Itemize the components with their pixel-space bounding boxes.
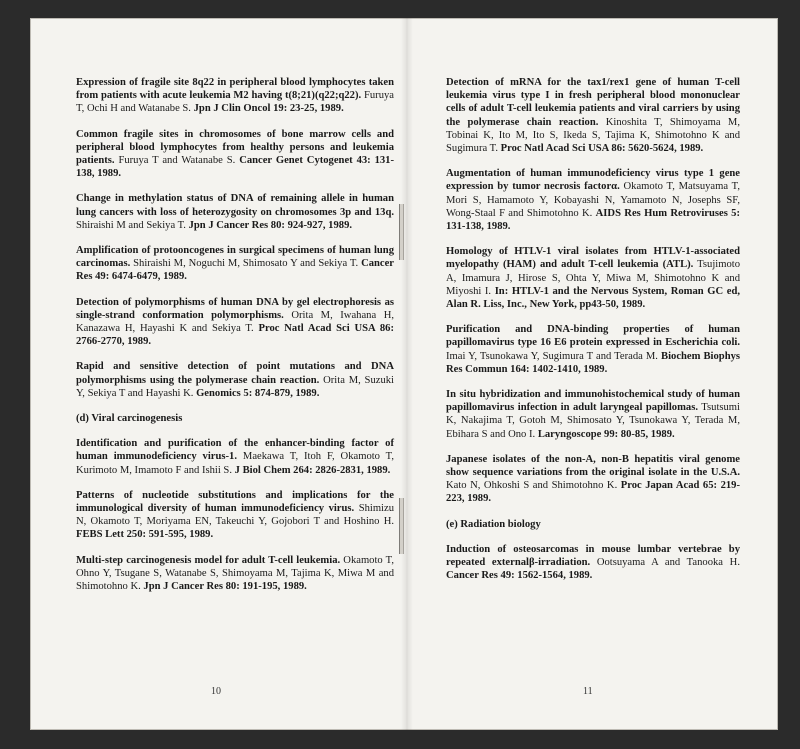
citation-journal: Cancer Genet Cytogenet 43: 131-138, 1989. [76,155,395,180]
citation-title: Multi-step carcinogenesis model for adult T-cell leukemia. [76,554,341,566]
citation-journal: Proc Natl Acad Sci USA 86: 5620-5624, 1989. [500,143,704,155]
left-entries [76,76,394,400]
citation-entry [446,323,740,376]
citation-journal: FEBS Lett 250: 591-595, 1989. [76,529,214,541]
citation-entry [76,554,394,594]
staple-bottom [399,498,404,554]
citation-title: In situ hybridization and immunohistochemical study of human papillomavirus infection in adult laryngeal papillomas. [446,389,740,414]
citation-authors: Kato N, Ohkoshi S and Shimotohno K. [446,480,618,492]
citation-journal: Proc Natl Acad Sci USA 86: 2766-2770, 1989. [76,323,394,348]
citation-authors: Ootsuyama A and Tanooka H. [596,557,740,569]
citation-authors: Shiraishi M and Sekiya T. [76,219,186,231]
citation-title: Rapid and sensitive detection of point mutations and DNA polymorphisms using the polymerase chain reaction. [76,361,394,386]
right-entries-2 [446,543,740,583]
left-page [76,76,394,605]
citation-title: Patterns of nucleotide substitutions and implications for the immunological diversity of human immunodeficiency virus. [76,489,394,515]
page-number-right: 11 [583,686,593,697]
citation-title: Induction of osteosarcomas in mouse lumbar vertebrae by repeated externalβ-irradiation. [446,543,740,569]
citation-journal: Genomics 5: 874-879, 1989. [196,387,320,399]
citation-entry [446,388,740,441]
citation-entry [76,296,394,349]
citation-authors: Shimizu N, Okamoto T, Moriyama EN, Takeuchi Y, Gojobori T and Hoshino H. [76,503,395,528]
section-heading-viral: (d) Viral carcinogenesis [76,413,183,425]
right-entries [446,76,740,506]
citation-entry [76,192,394,232]
section-heading-radiation: (e) Radiation biology [446,518,541,530]
citation-entry [446,76,740,155]
citation-journal: Proc Japan Acad 65: 219-223, 1989. [446,480,740,505]
citation-journal: Jpn J Cancer Res 80: 191-195, 1989. [143,581,307,593]
staple-top [399,204,404,260]
citation-title: Japanese isolates of the non-A, non-B hepatitis viral genome show sequence variations from the original isolate in the U.S.A. [446,453,740,479]
citation-title: Amplification of protooncogenes in surgical specimens of human lung carcinomas. [76,245,394,270]
citation-authors: Orita M, Iwahana H, Kanazawa H, Hayashi K and Sekiya T. [76,309,394,335]
citation-authors: Tsutsumi K, Nakajima T, Gotoh M, Shimosato Y, Tsunokawa Y, Terada M, Ebihara S and Ono I. [446,402,740,440]
spine-fold [401,18,413,730]
citation-entry [76,76,394,116]
citation-journal: Cancer Res 49: 6474-6479, 1989. [76,258,395,283]
citation-authors: Kinoshita T, Shimoyama M, Tobinai K, Ito M, Ito S, Ikeda S, Tajima K, Shimotohno K and Sugimura T. [446,116,740,155]
citation-journal: In: HTLV-1 and the Nervous System, Roman GC ed, Alan R. Liss, Inc., New York, pp43-50, 1989. [446,285,740,311]
citation-journal: AIDS Res Hum Retroviruses 5: 131-138, 1989. [446,207,740,233]
citation-title: Identification and purification of the enhancer-binding factor of human immunodeficiency virus-1. [76,438,394,463]
citation-title: Homology of HTLV-1 viral isolates from HTLV-1-associated myelopathy (HAM) and adult T-cell leukemia (ATL). [446,246,740,271]
citation-title: Common fragile sites in chromosomes of bone marrow cells and peripheral blood lymphocytes from healthy persons and leukemia patients. [76,128,394,167]
right-page [446,76,740,595]
citation-entry [76,437,394,477]
citation-authors: Okamoto T, Matsuyama T, Mori S, Hamamoto Y, Kobayashi N, Yamamoto N, Josephs SF, Wong-Staal F and Shimotohno K. [446,181,740,219]
citation-entry [446,245,740,311]
citation-entry [76,128,394,181]
citation-journal: Biochem Biophys Res Commun 164: 1402-1410, 1989. [446,350,741,375]
booklet-spread [30,18,778,730]
citation-entry [446,453,740,506]
citation-title: Detection of mRNA for the tax1/rex1 gene of human T-cell leukemia virus type I in fresh peripheral blood mononuclear cells of adult T-cell leukemia patients and viral carriers by using the polymerase chain reaction. [446,77,740,128]
citation-authors: Shiraishi M, Noguchi M, Shimosato Y and Sekiya T. [133,258,359,270]
citation-entry [76,244,394,284]
citation-title: Purification and DNA-binding properties of human papillomavirus type 16 E6 protein expressed in Escherichia coli. [446,324,740,349]
citation-entry [446,167,740,233]
citation-journal: Laryngoscope 99: 80-85, 1989. [537,428,675,440]
citation-authors: Furuya T and Watanabe S. [118,155,236,167]
citation-journal: Jpn J Cancer Res 80: 924-927, 1989. [188,219,353,231]
citation-journal: Cancer Res 49: 1562-1564, 1989. [446,570,593,582]
citation-journal: Jpn J Clin Oncol 19: 23-25, 1989. [193,103,344,115]
citation-title: Expression of fragile site 8q22 in peripheral blood lymphocytes taken from patients with acute leukemia M2 having t(8;21)(q22;q22). [76,77,394,102]
citation-authors: Imai Y, Tsunokawa Y, Sugimura T and Terada M. [446,350,658,362]
citation-authors: Okamoto T, Ohno Y, Tsugane S, Watanabe S, Shimoyama M, Tajima K, Miwa M and Shimotohno K. [76,554,395,593]
citation-title: Augmentation of human immunodeficiency virus type 1 gene expression by tumor necrosis factorα. [446,168,740,193]
citation-title: Change in methylation status of DNA of remaining allele in human lung cancers with loss of heterozygosity on chromosomes 3p and 13q. [76,193,394,218]
citation-entry [76,489,394,542]
citation-journal: J Biol Chem 264: 2826-2831, 1989. [234,464,391,476]
citation-title: Detection of polymorphisms of human DNA by gel electrophoresis as single-strand conformation polymorphisms. [76,296,394,321]
citation-entry [76,360,394,400]
page-number-left: 10 [211,686,221,697]
citation-authors: Furuya T, Ochi H and Watanabe S. [76,90,394,115]
citation-authors: Tsujimoto A, Imamura J, Hirose S, Ohta Y, Miwa M, Shimotohno K and Miyoshi I. [446,259,740,297]
citation-authors: Maekawa T, Itoh F, Okamoto T, Kurimoto M, Imamoto F and Ishii S. [76,451,395,476]
citation-authors: Orita M, Suzuki Y, Sekiya T and Hayashi K. [76,374,394,399]
citation-entry [446,543,740,583]
left-entries-2 [76,437,394,593]
